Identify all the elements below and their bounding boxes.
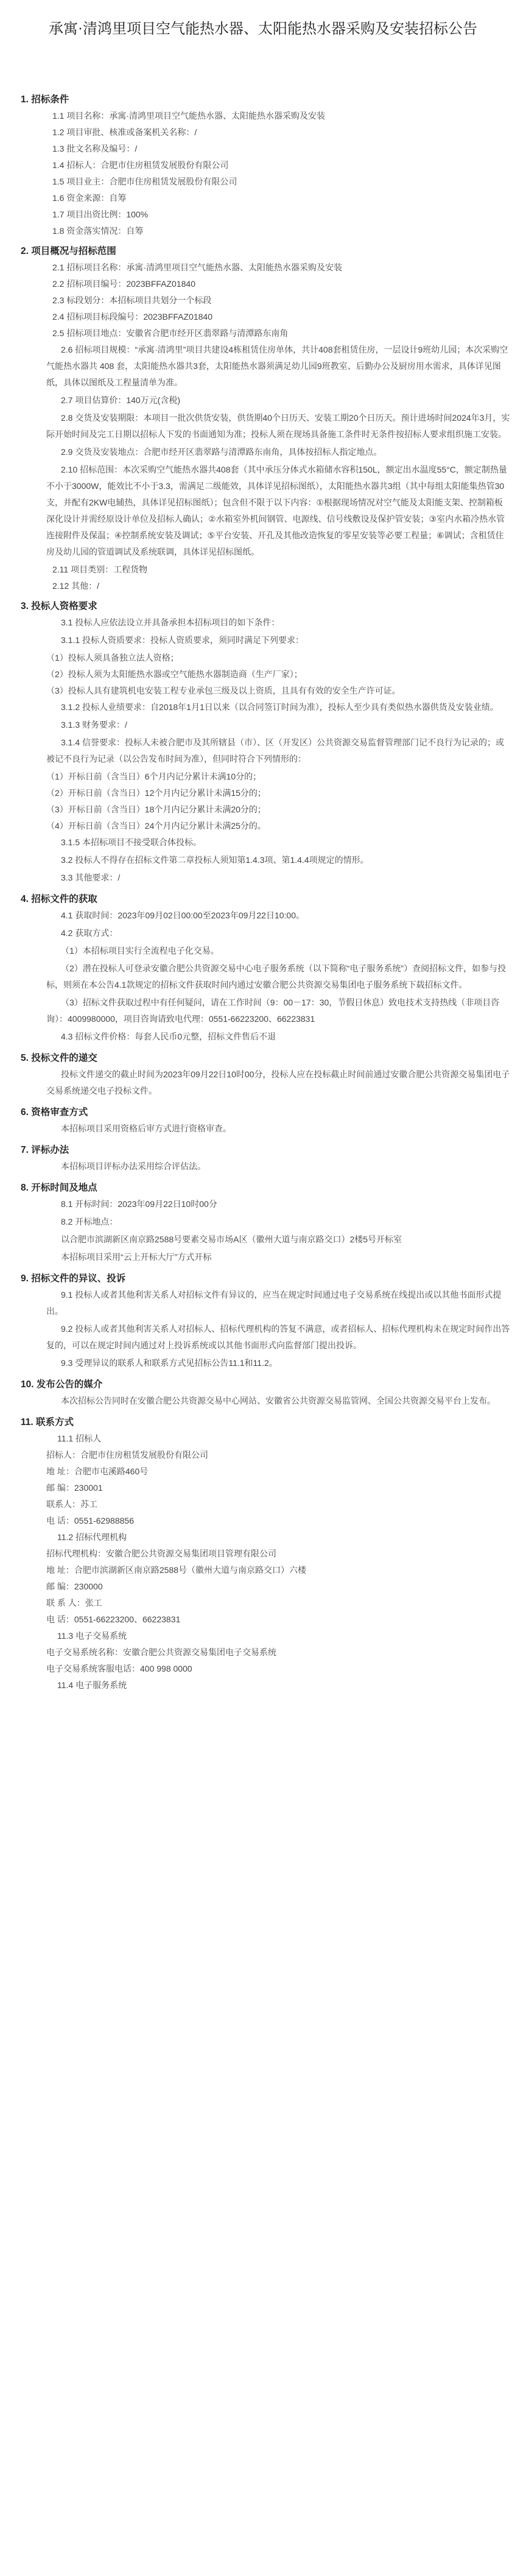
list-item: 2.11 项目类别：工程货物 bbox=[52, 565, 148, 574]
paragraph: 3.2 投标人不得存在招标文件第二章投标人须知第1.4.3项、第1.4.4项规定的情形。 bbox=[61, 855, 369, 865]
paragraph: 2.7 项目估算价：140万元(含税) bbox=[61, 395, 181, 405]
list-item: 1.7 项目出资比例：100% bbox=[52, 209, 149, 219]
paragraph: 8.2 开标地点： bbox=[61, 1217, 118, 1226]
list-item: 1.8 资金落实情况：自筹 bbox=[52, 226, 144, 236]
contact-line: 电子交易系统客服电话：400 998 0000 bbox=[46, 1664, 192, 1673]
list-item: 1.2 项目审批、核准或备案机关名称：/ bbox=[52, 127, 197, 137]
section-heading: 4. 招标文件的获取 bbox=[21, 894, 97, 904]
paragraph: 本招标项目评标办法采用综合评估法。 bbox=[61, 1161, 206, 1171]
list-item: 2.4 招标项目标段编号：2023BFFAZ01840 bbox=[52, 312, 212, 322]
announcement-body bbox=[17, 91, 510, 1694]
list-item: 2.12 其他：/ bbox=[52, 581, 100, 591]
paragraph: 4.2 获取方式： bbox=[61, 928, 118, 938]
list-item: 1.1 项目名称：承寓·清鸿里项目空气能热水器、太阳能热水器采购及安装 bbox=[52, 111, 326, 121]
paragraph: 8.1 开标时间：2023年09月22日10时00分 bbox=[61, 1199, 217, 1209]
section-heading: 9. 招标文件的异议、投诉 bbox=[21, 1273, 126, 1284]
paragraph: 3.1 投标人应依法设立并具备承担本招标项目的如下条件： bbox=[61, 618, 280, 627]
contact-line: 招标人：合肥市住房租赁发展股份有限公司 bbox=[46, 1450, 208, 1460]
paragraph: 2.8 交货及安装期限：本项目一批次供货安装，供货期40个日历天、安装工期20个日历天。预计进场时间2024年3月，实际开始时间及完工日期以招标人下发的书面通知为准；投标人须在现场具备施工条件时无条件按招标人要求组织施工安装。 bbox=[46, 413, 510, 439]
contact-line: 邮 编：230000 bbox=[46, 1582, 103, 1591]
list-item: （1）投标人须具备独立法人资格； bbox=[46, 653, 179, 663]
section-heading: 2. 项目概况与招标范围 bbox=[21, 246, 116, 256]
contact-group-heading: 11.3 电子交易系统 bbox=[57, 1631, 127, 1641]
paragraph: 2.9 交货及安装地点：合肥市经开区翡翠路与清潭路东南角，具体按招标人指定地点。 bbox=[61, 447, 382, 457]
paragraph: 投标文件递交的截止时间为2023年09月22日10时00分，投标人应在投标截止时间前通过安徽合肥公共资源交易集团电子交易系统递交电子投标文件。 bbox=[46, 1069, 510, 1096]
list-item: 1.6 资金来源：自筹 bbox=[52, 193, 127, 203]
contact-group-heading: 11.1 招标人 bbox=[57, 1434, 102, 1443]
section-heading: 5. 投标文件的递交 bbox=[21, 1053, 97, 1063]
paragraph: （1）本招标项目实行全流程电子化交易。 bbox=[61, 946, 219, 955]
list-item: 2.5 招标项目地点：安徽省合肥市经开区翡翠路与清潭路东南角 bbox=[52, 328, 289, 338]
list-item: （2）开标日前（含当日）12个月内记分累计未满15分的； bbox=[46, 788, 266, 798]
list-item: （3）开标日前（含当日）18个月内记分累计未满20分的； bbox=[46, 804, 266, 814]
contact-group-heading: 11.2 招标代理机构 bbox=[57, 1532, 127, 1542]
list-item: 1.5 项目业主：合肥市住房租赁发展股份有限公司 bbox=[52, 177, 237, 186]
section-heading: 7. 评标办法 bbox=[21, 1145, 69, 1155]
contact-group-heading: 11.4 电子服务系统 bbox=[57, 1680, 127, 1690]
paragraph: 3.1.4 信誉要求：投标人未被合肥市及其所辖县（市）、区（开发区）公共资源交易监督管理部门记不良行为记录的；或被记不良行为记录（以公告发布时间为准），但同时符合下列情形的： bbox=[46, 737, 505, 764]
section-heading: 11. 联系方式 bbox=[21, 1417, 74, 1427]
list-item: 2.1 招标项目名称：承寓·清鸿里项目空气能热水器、太阳能热水器采购及安装 bbox=[52, 262, 343, 272]
contact-line: 联 系 人：张工 bbox=[46, 1598, 102, 1608]
paragraph: 9.3 受理异议的联系人和联系方式见招标公告11.1和11.2。 bbox=[61, 1358, 278, 1368]
contact-line: 电子交易系统名称：安徽合肥公共资源交易集团电子交易系统 bbox=[46, 1647, 276, 1657]
paragraph: 2.6 招标项目规模：“承寓·清鸿里”项目共建设4栋租赁住房单体，共计408套租赁住房，一层设计9班幼儿园；本次采购空气能热水器共 408 套，太阳能热水器共3套，太阳能热水器须满足幼儿园9班教室、后勤办公及厨房用水需求，具体详见图纸，具体以图纸及工程量清单为准。 bbox=[46, 345, 508, 387]
section-heading: 6. 资格审查方式 bbox=[21, 1107, 88, 1117]
section-heading: 3. 投标人资格要求 bbox=[21, 601, 97, 611]
list-item: 1.3 批文名称及编号：/ bbox=[52, 144, 138, 153]
paragraph: （2）潜在投标人可登录安徽合肥公共资源交易中心电子服务系统（以下简称“电子服务系统”）查阅招标文件，如参与投标，则须在本公告4.1款规定的招标文件获取时间内通过安徽合肥公共资源交易集团电子服务系统下载招标文件。 bbox=[46, 963, 507, 990]
list-item: 1.4 招标人：合肥市住房租赁发展股份有限公司 bbox=[52, 160, 229, 170]
paragraph: 本招标项目采用资格后审方式进行资格审查。 bbox=[61, 1124, 231, 1133]
contact-line: 电 话：0551-62988856 bbox=[46, 1516, 134, 1526]
list-item: 2.2 招标项目编号：2023BFFAZ01840 bbox=[52, 279, 195, 289]
list-item: （3）投标人具有建筑机电安装工程专业承包三级及以上资质，且具有有效的安全生产许可证。 bbox=[46, 686, 401, 695]
contact-line: 电 话：0551-66223200、66223831 bbox=[46, 1614, 181, 1624]
contact-line: 地 址：合肥市屯溪路460号 bbox=[46, 1466, 149, 1476]
section-heading: 1. 招标条件 bbox=[21, 94, 69, 105]
paragraph: 以合肥市滨湖新区南京路2588号要素交易市场A区（徽州大道与南京路交口）2楼5号开标室 bbox=[61, 1234, 402, 1244]
list-item: （2）投标人须为太阳能热水器或空气能热水器制造商（生产厂家）； bbox=[46, 669, 303, 679]
list-item: （1）开标日前（含当日）6个月内记分累计未满10分的； bbox=[46, 772, 262, 781]
paragraph: 3.1.3 财务要求：/ bbox=[61, 720, 127, 730]
paragraph: 2.10 招标范围：本次采购空气能热水器共408套（其中承压分体式水箱储水容积150L，额定出水温度55°C，额定制热量不小于3000W，能效比不小于3.3，需满足二级能效，具体详见招标图纸），太阳能热水器共3组（其中每组太阳能集热管30支，并配有2KW电辅热，具体详见招标图纸）；包含但不限于以下内容：①根据现场情况对空气能及太阳能支架、控制箱板深化设计并需经原设计单位及招标人确认；②水箱室外机间钢管、电源线、信号线敷设及保护管安装；③室内水箱冷热水管连接附件及保温；④控制系统安装及调试；⑤平台安装、开孔及其他改造恢复的零星安装等必要工程量；⑥调试；含租赁住房及幼儿园的管道调试及系统联调，具体详见招标图纸。 bbox=[46, 465, 507, 557]
section-heading: 10. 发布公告的媒介 bbox=[21, 1379, 103, 1390]
paragraph: 3.1.1 投标人资质要求：投标人资质要求，须同时满足下列要求： bbox=[61, 635, 304, 645]
list-item: 2.3 标段划分：本招标项目共划分一个标段 bbox=[52, 295, 212, 305]
section-heading: 8. 开标时间及地点 bbox=[21, 1183, 97, 1193]
contact-line: 地 址：合肥市滨湖新区南京路2588号（徽州大道与南京路交口）六楼 bbox=[46, 1565, 307, 1575]
paragraph: 4.1 获取时间：2023年09月02日00:00至2023年09月22日10:00。 bbox=[61, 910, 304, 920]
paragraph: 4.3 招标文件价格：每套人民币0元整，招标文件售后不退 bbox=[61, 1032, 276, 1041]
list-item: （4）开标日前（含当日）24个月内记分累计未满25分的。 bbox=[46, 821, 266, 831]
paragraph: 3.1.2 投标人业绩要求：自2018年1月1日以来（以合同签订时间为准），投标人至少具有类似热水器供货及安装业绩。 bbox=[61, 702, 499, 712]
paragraph: 9.1 投标人或者其他利害关系人对招标文件有异议的，应当在规定时间通过电子交易系统在线提出或以其他书面形式提出。 bbox=[46, 1290, 502, 1316]
contact-line: 招标代理机构：安徽合肥公共资源交易集团项目管理有限公司 bbox=[46, 1549, 276, 1558]
paragraph: 3.1.5 本招标项目不接受联合体投标。 bbox=[61, 837, 202, 847]
paragraph: 9.2 投标人或者其他利害关系人对招标人、招标代理机构的答复不满意，或者招标人、招标代理机构未在规定时间作出答复的，可以在规定时间内通过对上投诉系统或以其他书面形式向监督部门提出投诉。 bbox=[46, 1324, 510, 1350]
paragraph: 本次招标公告同时在安徽合肥公共资源交易中心网站、安徽省公共资源交易监管网、全国公共资源交易平台上发布。 bbox=[61, 1396, 496, 1406]
page-title: 承寓·清鸿里项目空气能热水器、太阳能热水器采购及安装招标公告 bbox=[49, 21, 477, 37]
contact-line: 邮 编：230001 bbox=[46, 1483, 103, 1493]
paragraph: 3.3 其他要求：/ bbox=[61, 873, 121, 882]
contact-line: 联系人：苏工 bbox=[46, 1499, 97, 1509]
paragraph: （3）招标文件获取过程中有任何疑问，请在工作时间（9：00－17：30，节假日休息）致电技术支持热线（非项目咨询）：4009980000，项目咨询请致电代理：0551-66223200、66223831 bbox=[46, 998, 500, 1024]
paragraph: 本招标项目采用“云上开标大厅”方式开标 bbox=[61, 1252, 212, 1262]
